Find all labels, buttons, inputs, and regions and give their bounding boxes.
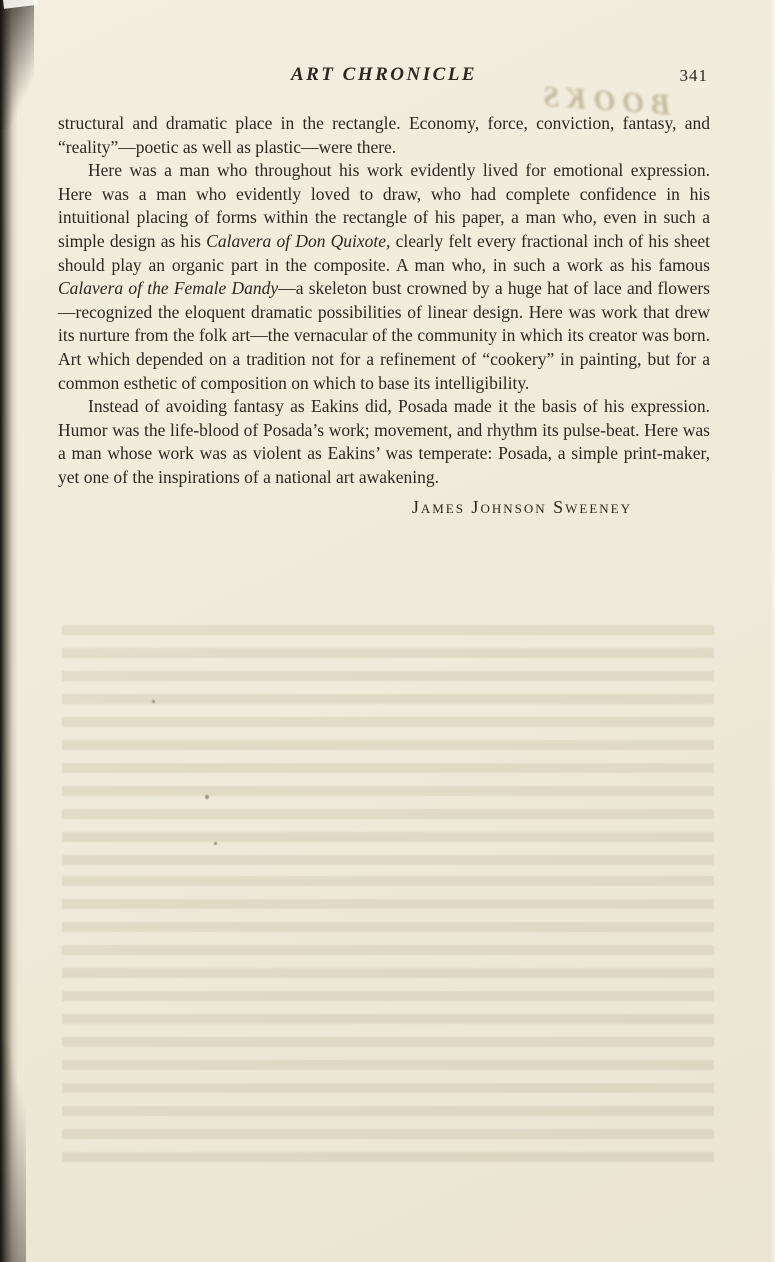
- paper-speck: [214, 842, 217, 845]
- text-run: structural and dramatic place in the rectangle. Economy, force, conviction, fantasy, and “reality”—poetic as well as plastic—were there.: [58, 113, 710, 157]
- text-run: —a skeleton bust crowned by a huge hat of lace and flowers—recognized the eloquent dramatic possibilities of linear design. Here was work that drew its nurture from the folk art—the vernacular of the community in which its creator was born. Art which depended on a tradition not for a refinement of “cookery” in painting, but for a common esthetic of composition on which to base its intelligibility.: [58, 278, 710, 393]
- paper-speck: [152, 700, 155, 703]
- paragraph: [58, 112, 710, 159]
- paragraph: [58, 395, 710, 489]
- bleed-through-text-lines: [62, 625, 714, 867]
- scan-binding-edge-shadow: [0, 0, 18, 1262]
- page-number: 341: [679, 66, 708, 85]
- bleed-through-mirrored-text: BOOKS: [535, 79, 673, 122]
- body-text: [58, 112, 710, 518]
- bleed-through-text-lines: [62, 876, 714, 1164]
- paper-speck: [205, 795, 209, 799]
- scan-right-edge-highlight: [770, 0, 775, 1262]
- italic-work-title: Calavera of Don Quixote,: [206, 230, 391, 251]
- text-run: clearly felt every fractional inch of his sheet should play an organic part in the composite. A man who, in such a work as his famous: [58, 230, 710, 275]
- text-run: Here was a man who throughout his work evidently lived for emotional expression. Here was a man who evidently loved to draw, who had complete confidence in his intuitional placing of forms within the rectangle of his paper, a man who, even in such a simple design as his: [58, 160, 710, 251]
- text-block: [58, 64, 710, 518]
- text-run: Instead of avoiding fantasy as Eakins did, Posada made it the basis of his expression. Humor was the life-blood of Posada’s work; movement, and rhythm its pulse-beat. Here was a man whose work was as violent as Eakins’ was temperate: Posada, a simple print-maker, yet one of the inspirations of a national art awakening.: [58, 396, 710, 487]
- author-signature: James Johnson Sweeney: [411, 496, 632, 517]
- page-title: ART CHRONICLE: [290, 64, 478, 85]
- running-head: [58, 64, 710, 90]
- italic-work-title: Calavera of the Female Dandy: [58, 278, 279, 299]
- paragraph: [58, 159, 710, 395]
